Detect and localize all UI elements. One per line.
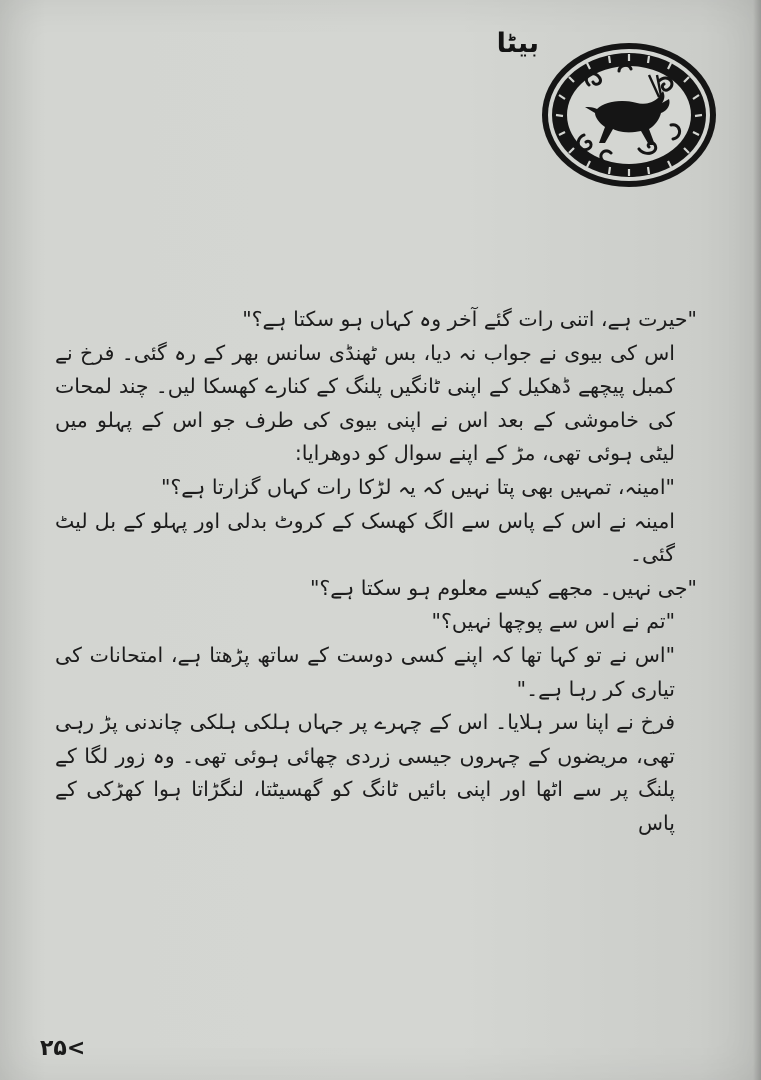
story-title: بیٹا	[496, 28, 539, 59]
paragraph-1: "حیرت ہے، اتنی رات گئے آخر وہ کہاں ہو سکتا ہے؟"	[242, 307, 697, 331]
paragraph-3: "امینہ، تمہیں بھی پتا نہیں کہ یہ لڑکا رات کہاں گزارتا ہے؟"	[160, 474, 675, 499]
antelope-emblem-icon	[540, 41, 718, 189]
page-number: ۲۵<	[40, 1036, 86, 1061]
paragraph-5: "جی نہیں۔ مجھے کیسے معلوم ہو سکتا ہے؟"	[309, 575, 697, 600]
paragraph-4: امینہ نے اس کے پاس سے الگ کھسک کے کروٹ بدلی اور پہلو کے بل لیٹ گئی۔	[55, 508, 675, 567]
paragraph-8: فرخ نے اپنا سر ہلایا۔ اس کے چہرے پر جہاں ہلکی ہلکی چاندنی پڑ رہی تھی، مریضوں کے چہروں جیسی زردی چھائی ہوئی تھی۔ وہ زور لگا کے پلنگ پر سے اٹھا اور اپنی بائیں ٹانگ کو گھسیٹتا، لنگڑاتا ہوا کھڑکی کے پاس	[55, 710, 675, 835]
paragraph-7: "اس نے تو کہا تھا کہ اپنے کسی دوست کے ساتھ پڑھتا ہے، امتحانات کی تیاری کر رہا ہے۔"	[55, 642, 675, 701]
paragraph-6: "تم نے اس سے پوچھا نہیں؟"	[431, 609, 675, 634]
story-body	[55, 303, 697, 841]
page-edge-shadow	[753, 0, 761, 1080]
paragraph-2: اس کی بیوی نے جواب نہ دیا، بس ٹھنڈی سانس بھر کے رہ گئی۔ فرخ نے کمبل پیچھے ڈھکیل کے اپنی ٹانگیں پلنگ کے کنارے کھسکا لیں۔ چند لمحات کی خاموشی کے بعد اس نے اپنی بیوی کی طرف جو اس کے پہلو میں لیٹی ہوئی تھی، مڑ کے اپنے سوال کو دوھرایا:	[55, 340, 675, 466]
